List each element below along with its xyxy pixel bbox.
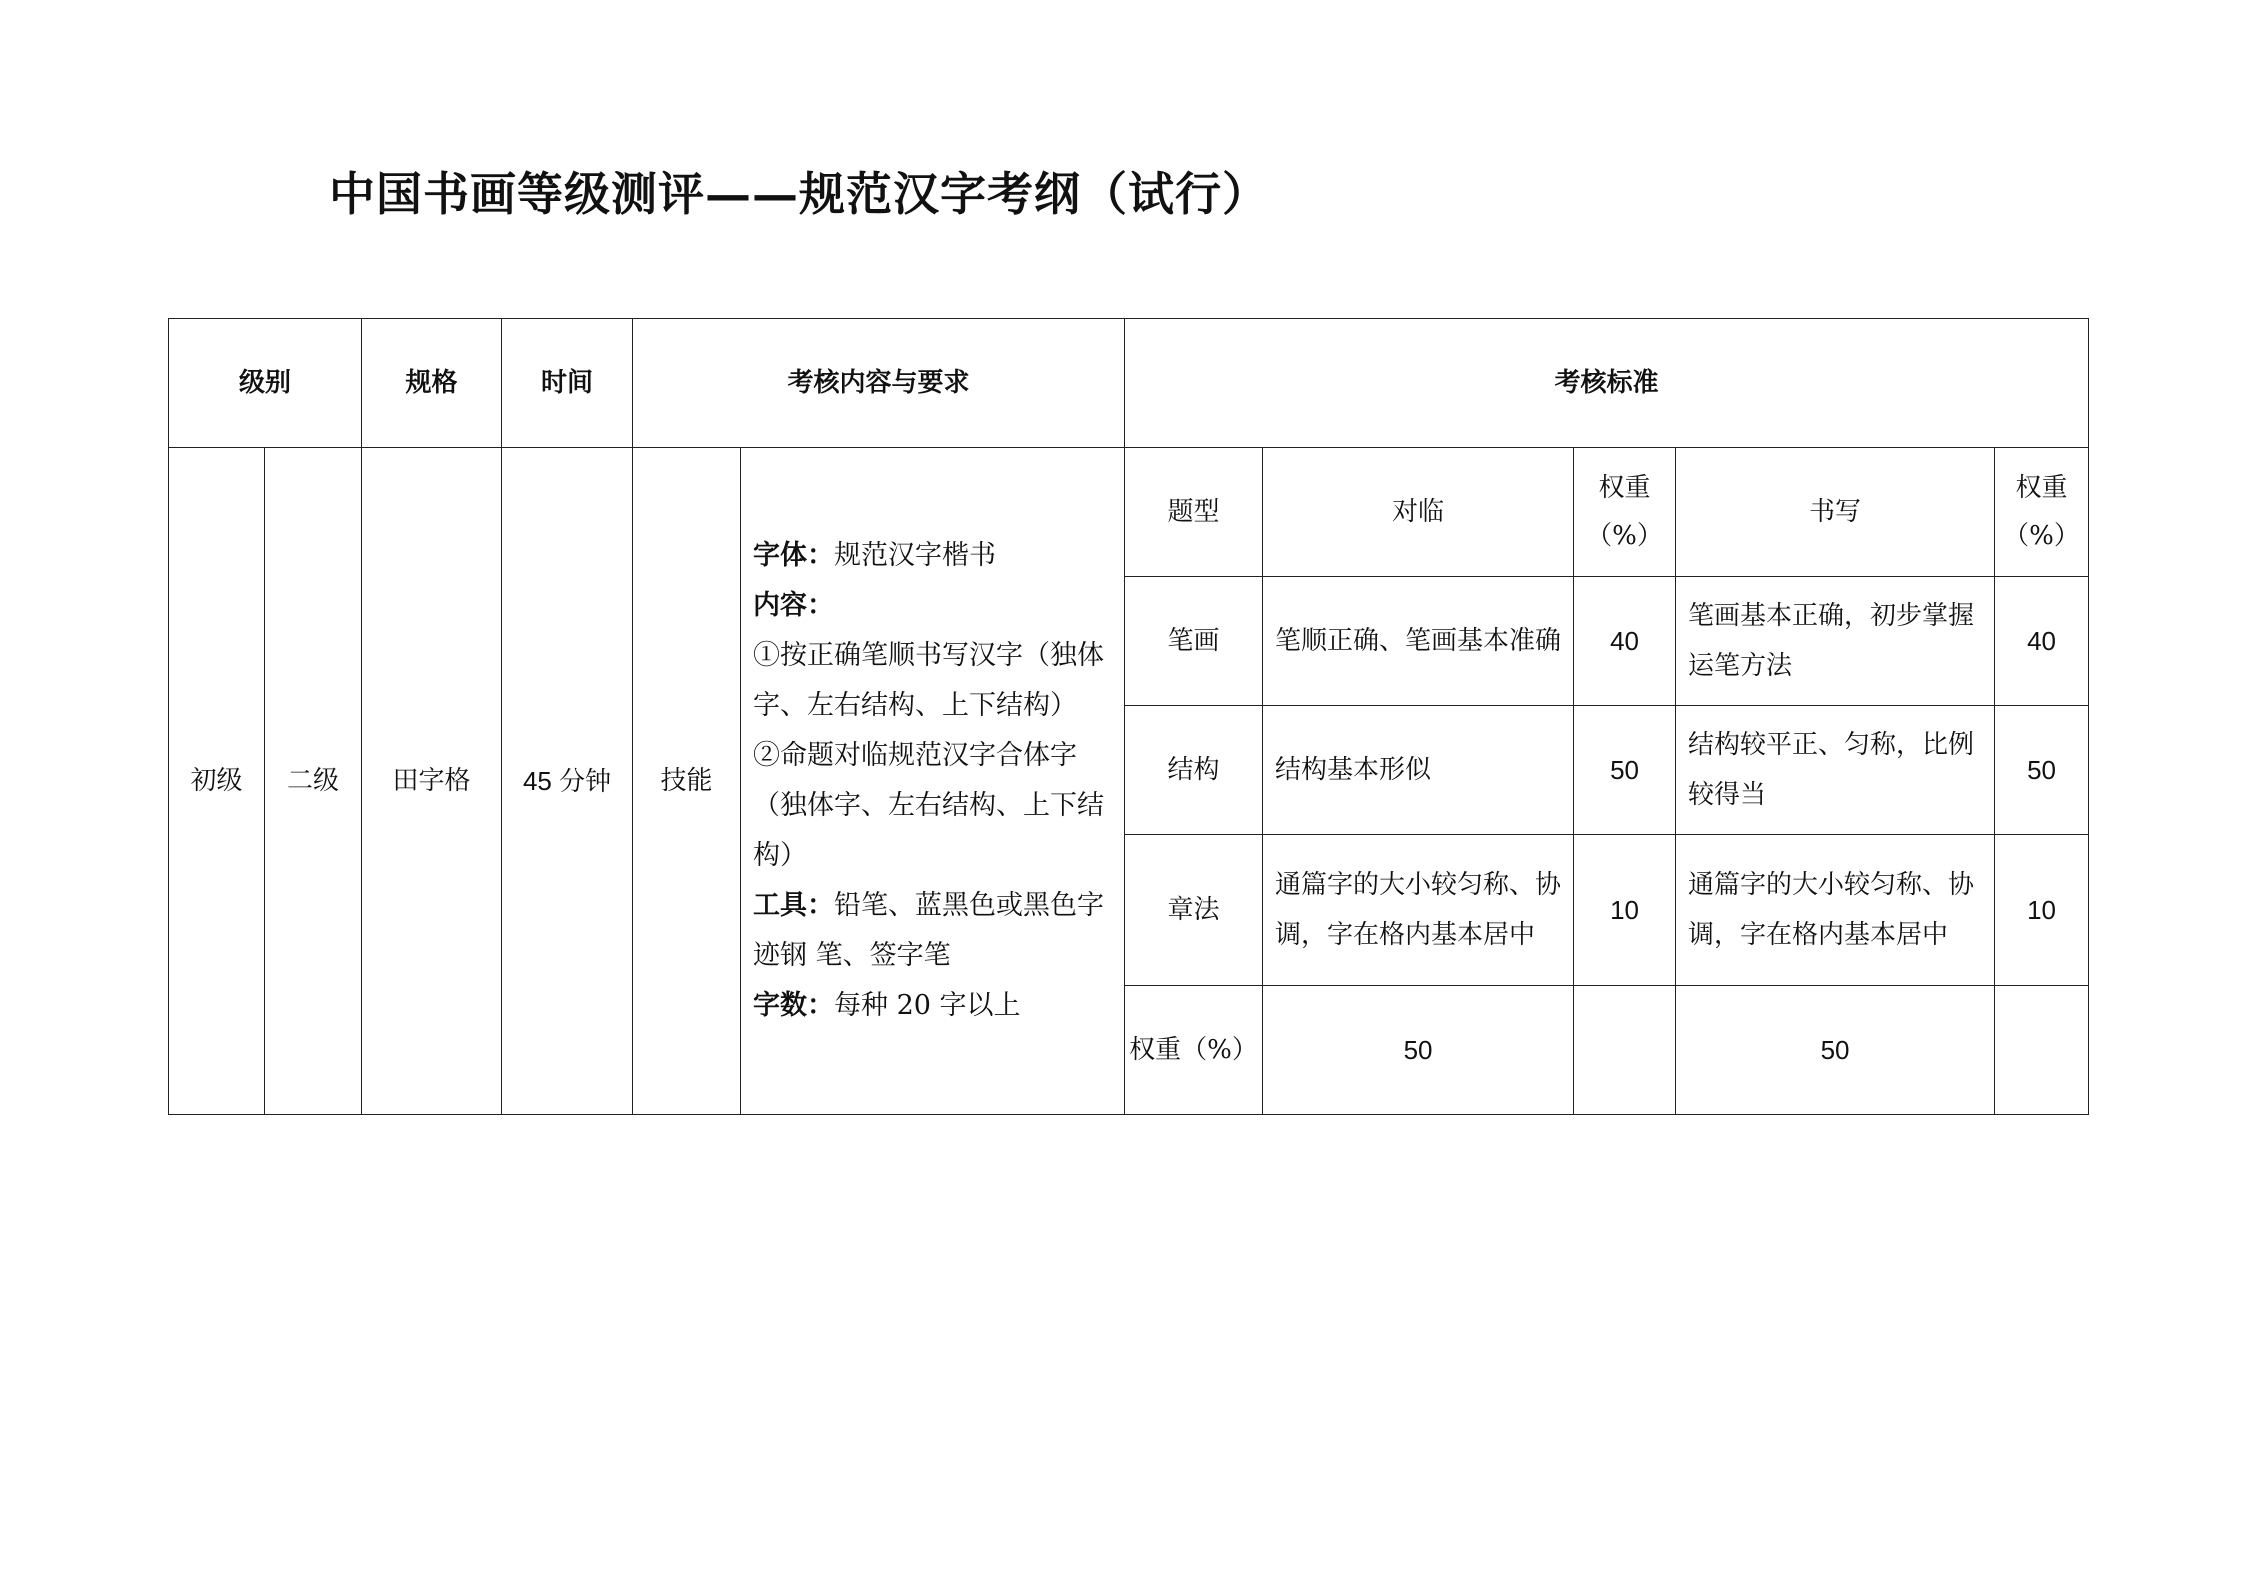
std-weight-1: 40 <box>1574 577 1676 706</box>
header-time: 时间 <box>502 319 633 448</box>
tools-label: 工具： <box>753 890 835 921</box>
std-write: 通篇字的大小较匀称、协调，字在格内基本居中 <box>1676 835 1995 986</box>
header-content: 考核内容与要求 <box>633 319 1125 448</box>
cell-spec: 田字格 <box>362 448 502 1115</box>
std-type: 章法 <box>1125 835 1263 986</box>
cell-level-1: 初级 <box>169 448 265 1115</box>
std-copy: 通篇字的大小较匀称、协调，字在格内基本居中 <box>1263 835 1574 986</box>
std-weight-2: 10 <box>1995 835 2089 986</box>
std-weight-1: 10 <box>1574 835 1676 986</box>
cell-content-requirements <box>741 448 1125 1115</box>
content-item-2: ②命题对临规范汉字合体字（独体字、左右结构、上下结构） <box>753 740 1105 871</box>
font-label: 字体： <box>753 540 835 571</box>
header-spec: 规格 <box>362 319 502 448</box>
std-copy: 结构基本形似 <box>1263 706 1574 835</box>
total-empty-2 <box>1995 986 2089 1115</box>
page-title: 中国书画等级测评——规范汉字考纲（试行） <box>329 167 1269 221</box>
cell-category: 技能 <box>633 448 741 1115</box>
total-write: 50 <box>1676 986 1995 1115</box>
std-header-weight-2: 权重（%） <box>1995 448 2089 577</box>
total-copy: 50 <box>1263 986 1574 1115</box>
std-weight-2: 40 <box>1995 577 2089 706</box>
std-write: 笔画基本正确，初步掌握运笔方法 <box>1676 577 1995 706</box>
std-weight-2: 50 <box>1995 706 2089 835</box>
cell-time: 45 分钟 <box>502 448 633 1115</box>
std-type: 结构 <box>1125 706 1263 835</box>
std-write: 结构较平正、匀称，比例较得当 <box>1676 706 1995 835</box>
std-header-type: 题型 <box>1125 448 1263 577</box>
header-level: 级别 <box>169 319 362 448</box>
std-header-weight-1: 权重（%） <box>1574 448 1676 577</box>
cell-level-2: 二级 <box>265 448 362 1115</box>
total-empty-1 <box>1574 986 1676 1115</box>
std-header-copy: 对临 <box>1263 448 1574 577</box>
total-label: 权重（%） <box>1125 986 1263 1115</box>
font-value: 规范汉字楷书 <box>834 540 997 571</box>
exam-syllabus-table <box>168 318 2089 1115</box>
std-type: 笔画 <box>1125 577 1263 706</box>
count-value: 每种 20 字以上 <box>834 990 1021 1021</box>
std-header-write: 书写 <box>1676 448 1995 577</box>
content-label: 内容： <box>753 590 835 621</box>
tools-value: 铅笔、蓝黑色或黑色字迹钢 笔、签字笔 <box>753 890 1105 971</box>
header-standard: 考核标准 <box>1125 319 2089 448</box>
count-label: 字数： <box>753 990 835 1021</box>
content-item-1: ①按正确笔顺书写汉字（独体字、左右结构、上下结构） <box>753 640 1105 721</box>
std-copy: 笔顺正确、笔画基本准确 <box>1263 577 1574 706</box>
std-weight-1: 50 <box>1574 706 1676 835</box>
